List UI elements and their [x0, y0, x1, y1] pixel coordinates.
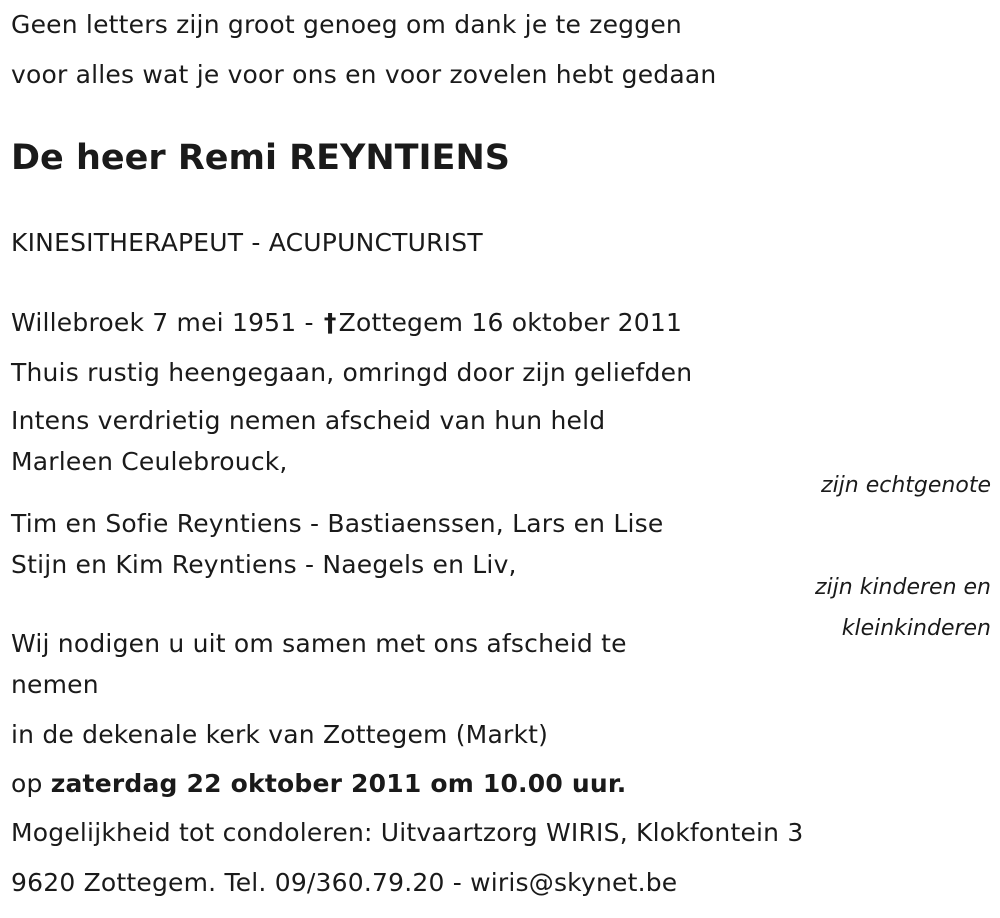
spouse-relation: zijn echtgenote: [821, 473, 991, 498]
deceased-name: De heer Remi REYNTIENS: [11, 138, 510, 178]
profession: KINESITHERAPEUT - ACUPUNCTURIST: [11, 228, 483, 257]
invitation-line-2: nemen: [11, 670, 99, 699]
date-prefix: op: [11, 769, 51, 798]
children-relation-2: kleinkinderen: [841, 616, 991, 641]
ceremony-location: in de dekenale kerk van Zottegem (Markt): [11, 720, 549, 749]
date-bold: zaterdag 22 oktober 2011 om 10.00 uur.: [50, 769, 627, 798]
ceremony-date: [11, 769, 627, 799]
children-line-1: Tim en Sofie Reyntiens - Bastiaenssen, Lars en Lise: [11, 509, 664, 538]
death-info: Zottegem 16 oktober 2011: [338, 308, 683, 337]
intro-line-1: Geen letters zijn groot genoeg om dank je te zeggen: [11, 10, 682, 39]
farewell-line: Intens verdrietig nemen afscheid van hun held: [11, 406, 606, 435]
life-dates: [11, 308, 682, 338]
children-line-2: Stijn en Kim Reyntiens - Naegels en Liv,: [11, 550, 517, 579]
cross-icon: †: [323, 308, 337, 337]
birth-info: Willebroek 7 mei 1951 -: [11, 308, 314, 337]
condolence-line-1: Mogelijkheid tot condoleren: Uitvaartzorg WIRIS, Klokfontein 3: [11, 818, 804, 847]
invitation-line-1: Wij nodigen u uit om samen met ons afscheid te: [11, 629, 627, 658]
passing-line: Thuis rustig heengegaan, omringd door zijn geliefden: [11, 358, 693, 387]
intro-line-2: voor alles wat je voor ons en voor zovelen hebt gedaan: [11, 60, 717, 89]
spouse-name: Marleen Ceulebrouck,: [11, 447, 288, 476]
condolence-line-2: 9620 Zottegem. Tel. 09/360.79.20 - wiris@skynet.be: [11, 868, 678, 897]
children-relation-1: zijn kinderen en: [815, 575, 991, 600]
